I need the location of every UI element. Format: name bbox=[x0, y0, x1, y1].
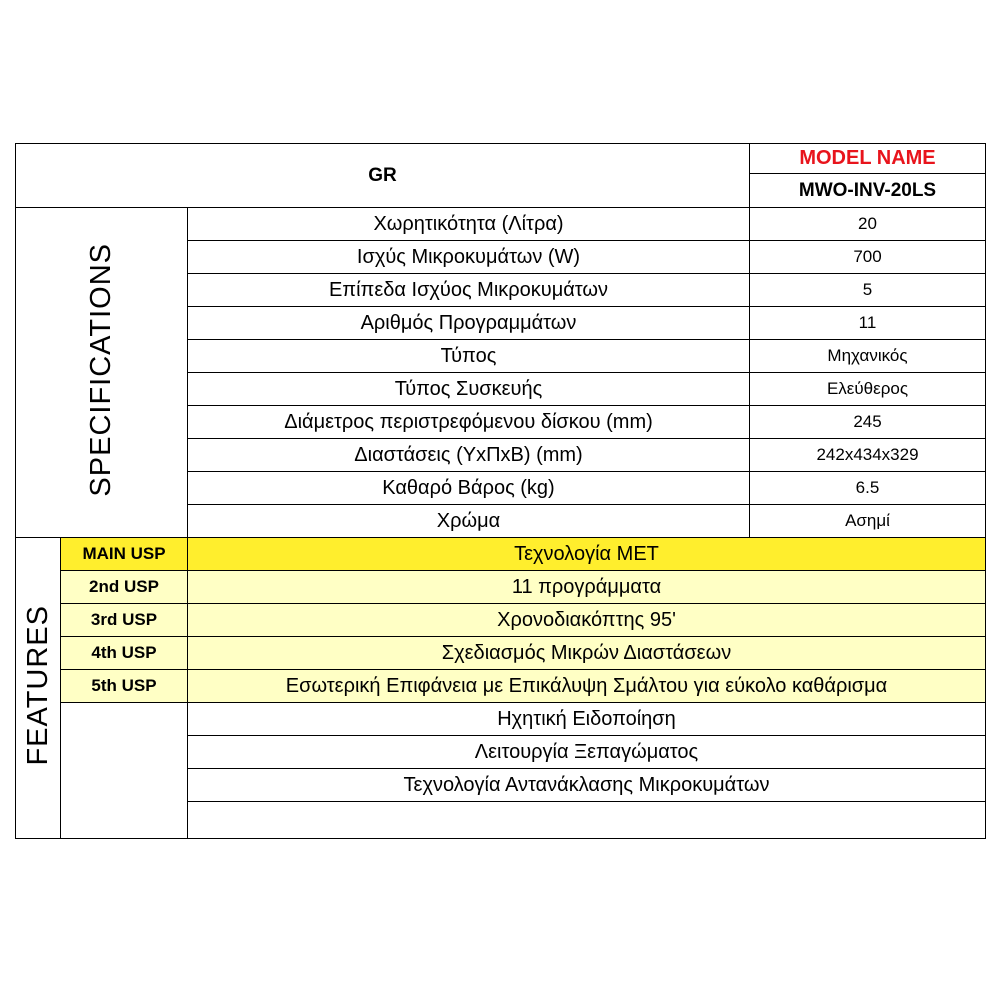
spec-row bbox=[16, 208, 986, 241]
main-usp-row bbox=[16, 538, 986, 571]
spec-label: Αριθμός Προγραμμάτων bbox=[188, 307, 750, 340]
usp-text: Σχεδιασμός Μικρών Διαστάσεων bbox=[188, 637, 986, 670]
model-name-label: MODEL NAME bbox=[750, 144, 986, 174]
spec-value: 5 bbox=[750, 274, 986, 307]
header-row bbox=[16, 144, 986, 174]
usp-label: 4th USP bbox=[61, 637, 188, 670]
usp-text: Χρονοδιακόπτης 95' bbox=[188, 604, 986, 637]
spec-value: Ασημί bbox=[750, 505, 986, 538]
features-section-label: FEATURES bbox=[21, 605, 54, 766]
feature-text: Λειτουργία Ξεπαγώματος bbox=[188, 736, 986, 769]
feature-text: Ηχητική Ειδοποίηση bbox=[188, 703, 986, 736]
spec-value: 245 bbox=[750, 406, 986, 439]
usp-text: 11 προγράμματα bbox=[188, 571, 986, 604]
spec-value: 700 bbox=[750, 241, 986, 274]
feature-text: Τεχνολογία Αντανάκλασης Μικροκυμάτων bbox=[188, 769, 986, 802]
spec-label: Χρώμα bbox=[188, 505, 750, 538]
specifications-section-label: SPECIFICATIONS bbox=[85, 243, 117, 497]
spec-value: Μηχανικός bbox=[750, 340, 986, 373]
spec-value: 11 bbox=[750, 307, 986, 340]
region-label: GR bbox=[16, 144, 750, 208]
spec-value: 6.5 bbox=[750, 472, 986, 505]
spec-label: Ισχύς Μικροκυμάτων (W) bbox=[188, 241, 750, 274]
usp-label: 2nd USP bbox=[61, 571, 188, 604]
specifications-section bbox=[16, 208, 188, 538]
usp-row bbox=[16, 670, 986, 703]
spec-label: Καθαρό Βάρος (kg) bbox=[188, 472, 750, 505]
feature-label-blank bbox=[61, 703, 188, 839]
spec-value: 20 bbox=[750, 208, 986, 241]
spec-label: Τύπος bbox=[188, 340, 750, 373]
spec-label: Χωρητικότητα (Λίτρα) bbox=[188, 208, 750, 241]
spec-label: Διαστάσεις (ΥxΠxΒ) (mm) bbox=[188, 439, 750, 472]
feature-row bbox=[16, 703, 986, 736]
usp-row bbox=[16, 637, 986, 670]
usp-label: 5th USP bbox=[61, 670, 188, 703]
usp-row bbox=[16, 604, 986, 637]
usp-label: 3rd USP bbox=[61, 604, 188, 637]
spec-value: Ελεύθερος bbox=[750, 373, 986, 406]
spec-label: Διάμετρος περιστρεφόμενου δίσκου (mm) bbox=[188, 406, 750, 439]
spec-value: 242x434x329 bbox=[750, 439, 986, 472]
usp-text: Τεχνολογία MET bbox=[188, 538, 986, 571]
usp-row bbox=[16, 571, 986, 604]
feature-text bbox=[188, 802, 986, 839]
model-code: MWO-INV-20LS bbox=[750, 174, 986, 208]
features-section bbox=[16, 538, 61, 839]
spec-label: Επίπεδα Ισχύος Μικροκυμάτων bbox=[188, 274, 750, 307]
spec-sheet-table bbox=[15, 143, 986, 839]
spec-label: Τύπος Συσκευής bbox=[188, 373, 750, 406]
usp-label: MAIN USP bbox=[61, 538, 188, 571]
usp-text: Εσωτερική Επιφάνεια με Επικάλυψη Σμάλτου για εύκολο καθάρισμα bbox=[188, 670, 986, 703]
